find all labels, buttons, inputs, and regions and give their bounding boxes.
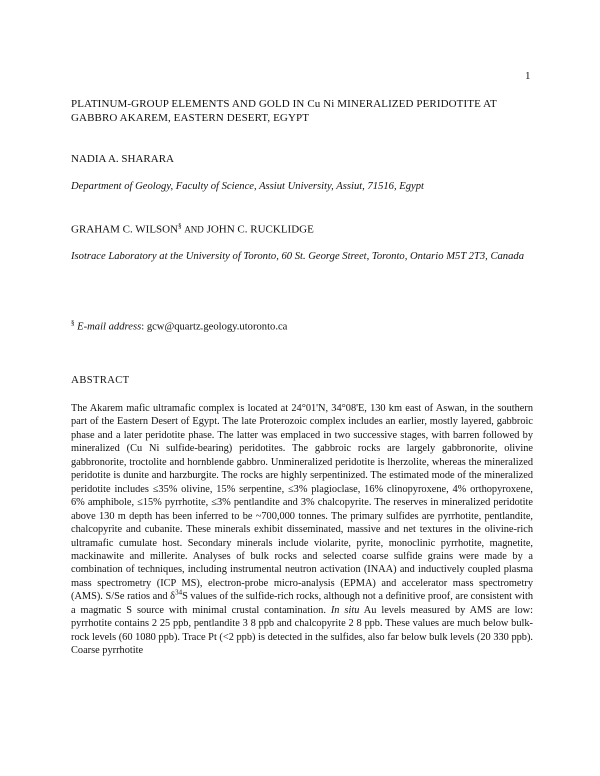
author-rucklidge: JOHN C. RUCKLIDGE	[206, 223, 314, 236]
author-sharara: NADIA A. SHARARA	[71, 153, 174, 165]
abstract-in-situ: In situ	[330, 604, 360, 616]
footnote-symbol: §	[71, 319, 75, 327]
authors-wilson-rucklidge	[71, 222, 314, 236]
email-footnote: § E-mail address: gcw@quartz.geology.utoronto.ca	[71, 319, 288, 333]
abstract-heading	[71, 374, 129, 386]
affiliation-assiut: Department of Geology, Faculty of Science, Assiut University, Assiut, 71516, Egypt	[71, 181, 424, 192]
abstract-heading-initial: A	[71, 374, 80, 386]
affiliation-isotrace: Isotrace Laboratory at the University of Toronto, 60 St. George Street, Toronto, Ontario M5T 2T3, Canada	[71, 251, 524, 262]
author-conjunction: AND	[184, 224, 204, 235]
abstract-part-2: S values of the sulfide-rich rocks, although not a definitive proof, are consistent with a magmatic S source with minimal crustal contamination.	[71, 591, 533, 616]
abstract-part-1: The Akarem mafic ultramafic complex is located at 24°01'N, 34°08'E, 130 km east of Aswan, in the southern part of the Eastern Desert of Egypt. The late Proterozoic complex includes an earlier, mostly layered, gabbroic phase and a later peridotite phase. The latter was emplaced in two successive stages, with barren followed by mineralized (Cu Ni sulfide-bearing) peridotites. The gabbroic rocks are largely gabbronorite, olivine gabbronorite, troctolite and hornblende gabbro. Unmineralized peridotite is lherzolite, whereas the mineralized peridotite is dunite and harzburgite. The rocks are highly serpentinized. The estimated mode of the mineralized peridotite includes ≤35% olivine, 15% serpentine, ≤3% plagioclase, 16% clinopyroxene, 4% orthopyroxene, 6% amphibole, ≤15% pyrrhotite, ≤3% pentlandite and 3% chalcopyrite. The reserves in mineralized peridotite above 130 m depth has been inferred to be ~700,000 tonnes. The primary sulfides are pyrrhotite, pentlandite, chalcopyrite and cubanite. These minerals exhibit disseminated, massive and net textures in the olivine-rich ultramafic cumulate host. Secondary minerals include violarite, pyrite, monoclinic pyrrhotite, magnetite, mackinawite and millerite. Analyses of bulk rocks and selected coarse sulfide grains were made by a combination of techniques, including instrumental neutron activation (INAA) and inductively coupled plasma mass spectrometry (ICP MS), electron-probe micro-analysis (EPMA) and accelerator mass spectrometry (AMS). S/Se ratios and δ	[71, 403, 533, 603]
page-number: 1	[525, 70, 531, 82]
sulfur-isotope-superscript: 34	[175, 588, 183, 597]
abstract-text	[71, 402, 533, 658]
footnote-marker: §	[178, 222, 182, 230]
paper-title: PLATINUM-GROUP ELEMENTS AND GOLD IN Cu Ni MINERALIZED PERIDOTITE AT GABBRO AKAREM, EASTERN DESERT, EGYPT	[71, 98, 497, 124]
email-label: E-mail address	[77, 321, 142, 333]
email-address: gcw@quartz.geology.utoronto.ca	[146, 321, 288, 333]
abstract-part-3: Au levels measured by AMS are low: pyrrhotite contains 2 25 ppb, pentlandite 3 8 ppb and chalcopyrite 2 8 ppb. These values are much below bulk-rock levels (60 1080 ppb). Trace Pt (<2 ppb) is detected in the sulfides, also far below bulk levels (20 330 ppb). Coarse pyrrhotite	[71, 604, 534, 657]
author-wilson: GRAHAM C. WILSON	[71, 223, 179, 236]
abstract-heading-rest: BSTRACT	[79, 375, 130, 386]
